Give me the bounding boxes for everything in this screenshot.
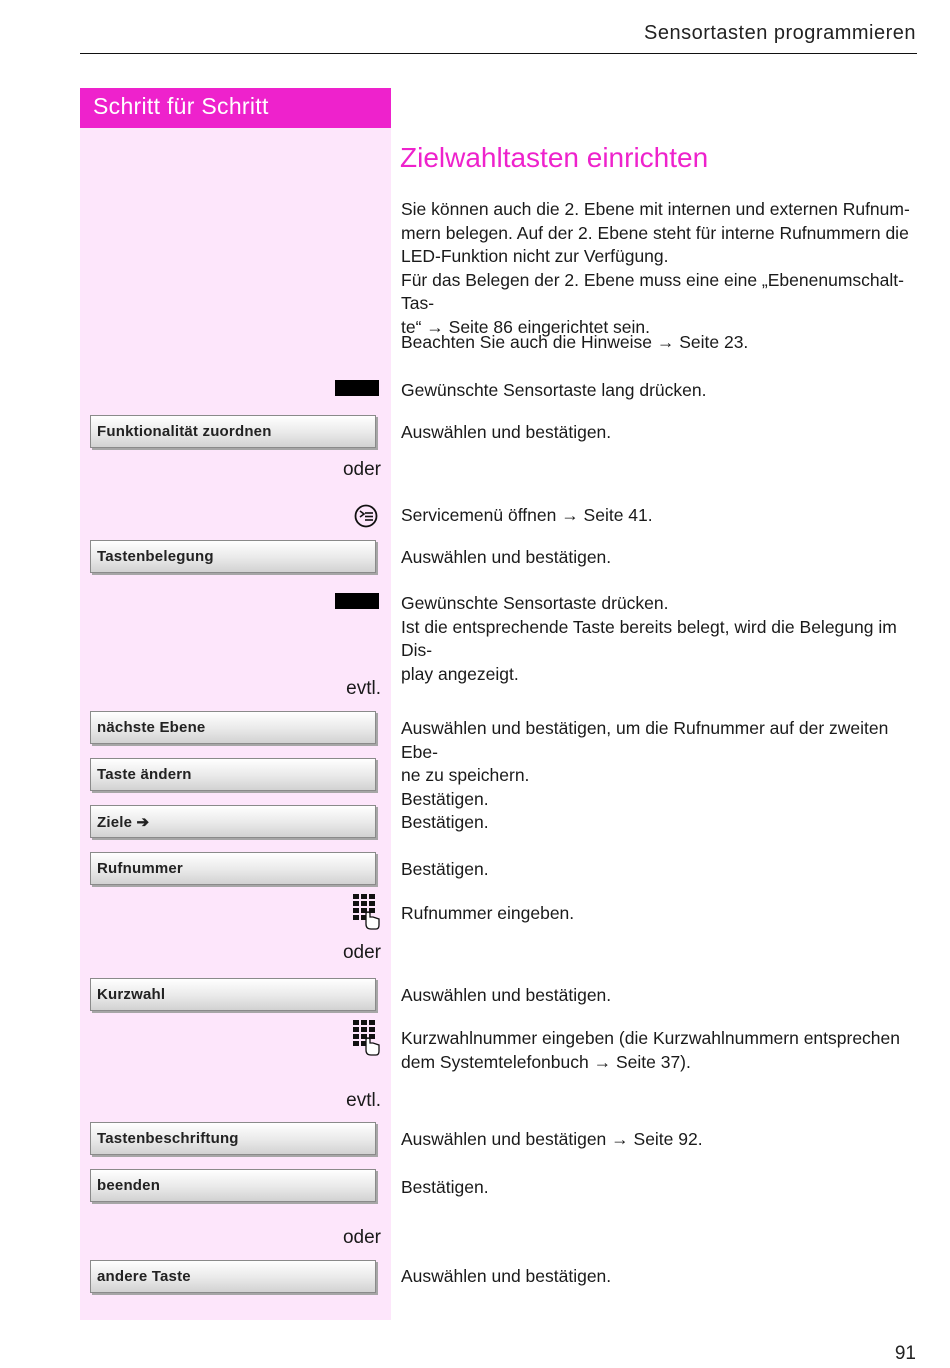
keypad-icon <box>352 893 380 931</box>
button-label: Rufnummer <box>97 860 183 877</box>
step-line: play angezeigt. <box>401 663 519 684</box>
step-line: Kurzwahlnummer eingeben (die Kurzwahlnummern entsprechen <box>401 1028 901 1048</box>
service-menu-icon <box>353 503 379 529</box>
step-text: Servicemenü öffnen → Seite 41. <box>401 505 653 525</box>
step-line: ne zu speichern. <box>401 765 530 785</box>
button-label: andere Taste <box>97 1268 191 1285</box>
intro-line: te“ → Seite 86 eingerichtet sein. <box>401 316 651 337</box>
tastenbelegung-button[interactable] <box>90 540 376 573</box>
step-line: Bestätigen. <box>401 788 489 809</box>
step-text: Gewünschte Sensortaste lang drücken. <box>401 380 707 400</box>
button-label: Tastenbelegung <box>97 548 214 565</box>
step-line: Auswählen und bestätigen, um die Rufnummer auf der zweiten Ebe- <box>401 718 889 762</box>
step-text: Auswählen und bestätigen. <box>401 985 612 1005</box>
step-text: Auswählen und bestätigen. <box>401 547 612 567</box>
rufnummer-button[interactable] <box>90 852 376 885</box>
keypad-icon <box>352 1019 380 1057</box>
funktionalitaet-zuordnen-button[interactable] <box>90 415 376 448</box>
button-label: Taste ändern <box>97 766 192 783</box>
step-column-title: Schritt für Schritt <box>93 93 269 119</box>
page-number: 91 <box>894 1343 916 1364</box>
step-line: dem Systemtelefonbuch → Seite 37). <box>401 1051 691 1072</box>
taste-aendern-button[interactable] <box>90 758 376 791</box>
intro-paragraph <box>401 198 921 339</box>
sensor-key-icon <box>335 593 379 609</box>
oder-keyword: oder <box>342 1227 381 1248</box>
ziele-button[interactable] <box>90 805 376 838</box>
step-line: Gewünschte Sensortaste drücken. <box>401 593 669 613</box>
intro-line: LED-Funktion nicht zur Verfügung. <box>401 246 669 266</box>
step-text <box>401 1027 921 1074</box>
header-rule <box>80 53 917 54</box>
oder-keyword: oder <box>342 459 381 480</box>
step-text <box>401 592 921 686</box>
button-label: beenden <box>97 1177 161 1194</box>
intro-line: Sie können auch die 2. Ebene mit internen und externen Rufnum- <box>401 199 910 219</box>
button-label: nächste Ebene <box>97 719 206 736</box>
step-text: Auswählen und bestätigen → Seite 92. <box>401 1129 703 1149</box>
sensor-key-icon <box>335 380 379 396</box>
step-text: Bestätigen. <box>401 859 489 879</box>
step-text: Auswählen und bestätigen. <box>401 1266 612 1286</box>
step-text: Rufnummer eingeben. <box>401 903 575 923</box>
section-title: Zielwahltasten einrichten <box>400 142 709 173</box>
step-text: Bestätigen. <box>401 812 489 832</box>
note-text: Beachten Sie auch die Hinweise → Seite 23. <box>401 332 749 352</box>
beenden-button[interactable] <box>90 1169 376 1202</box>
tastenbeschriftung-button[interactable] <box>90 1122 376 1155</box>
evtl-keyword: evtl. <box>346 678 381 699</box>
step-column-header <box>80 88 391 128</box>
step-text: Auswählen und bestätigen. <box>401 422 612 442</box>
intro-line: Für das Belegen der 2. Ebene muss eine eine „Ebenenumschalt-Tas- <box>401 269 904 313</box>
intro-line: mern belegen. Auf der 2. Ebene steht für interne Rufnummern die <box>401 222 909 243</box>
andere-taste-button[interactable] <box>90 1260 376 1293</box>
kurzwahl-button[interactable] <box>90 978 376 1011</box>
evtl-keyword: evtl. <box>346 1090 381 1111</box>
button-label: Kurzwahl <box>97 986 166 1003</box>
button-label: Funktionalität zuordnen <box>97 423 272 440</box>
step-text: Bestätigen. <box>401 1177 489 1197</box>
oder-keyword: oder <box>342 942 381 963</box>
button-label: Ziele ➔ <box>97 814 150 831</box>
step-line: Ist die entsprechende Taste bereits belegt, wird die Belegung im Dis- <box>401 616 897 660</box>
naechste-ebene-button[interactable] <box>90 711 376 744</box>
button-label: Tastenbeschriftung <box>97 1130 239 1147</box>
step-text <box>401 717 921 811</box>
running-header: Sensortasten programmieren <box>643 22 916 44</box>
